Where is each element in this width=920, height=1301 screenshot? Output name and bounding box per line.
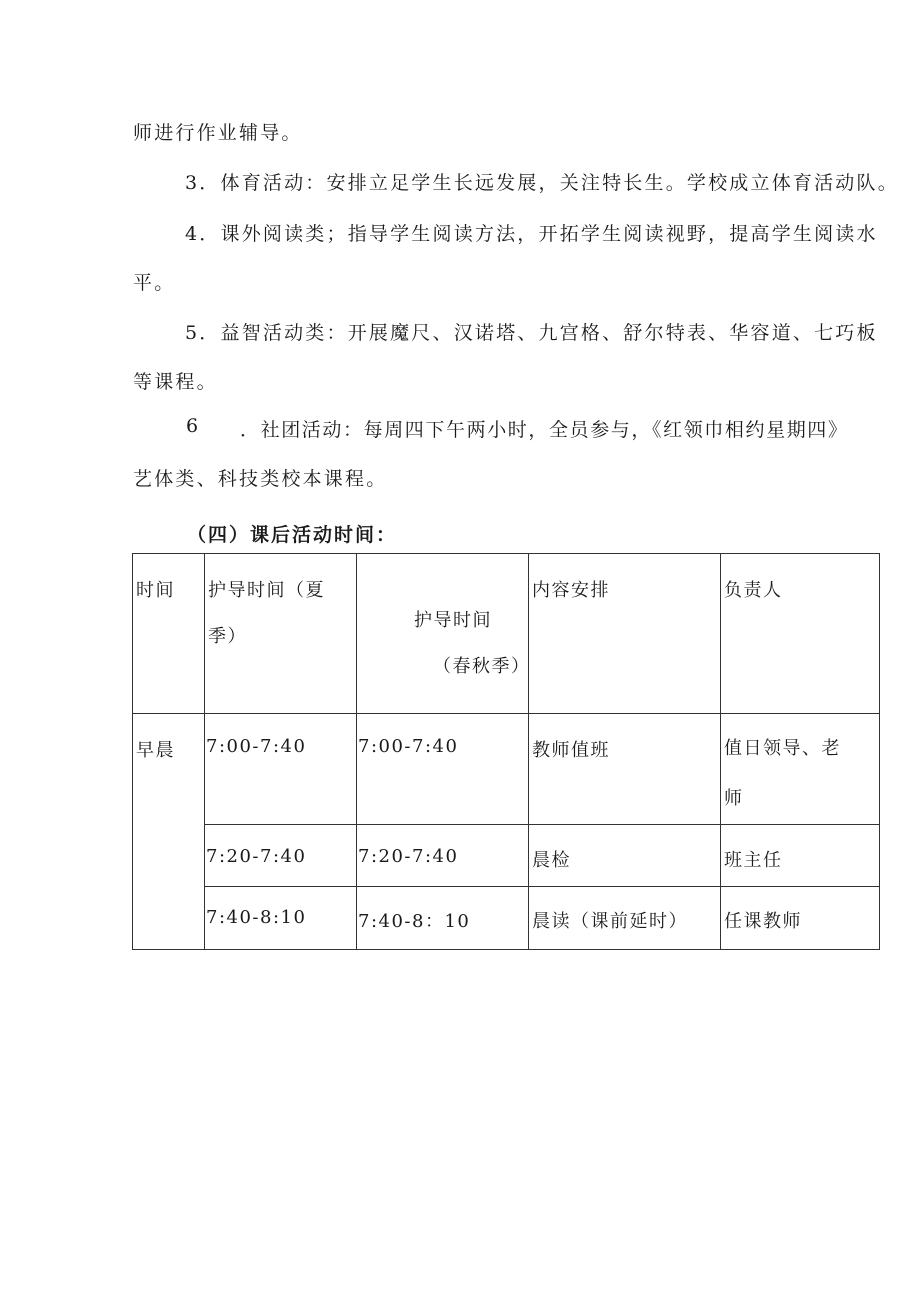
- header-cell: [529, 554, 721, 714]
- section-heading: （四）课后活动时间：: [187, 524, 398, 546]
- table-row: [133, 887, 880, 950]
- header-cell: [205, 554, 357, 714]
- summer-time: 7:00-7:40: [206, 736, 307, 757]
- paragraph-club-number: 6: [186, 415, 201, 437]
- paragraph-line: 艺体类、科技类校本课程。: [133, 468, 388, 490]
- header-summer-line2: 季）: [208, 626, 247, 647]
- header-cell: [357, 554, 529, 714]
- paragraph-club: ．社团活动：每周四下午两小时，全员参与，《红领巾相约星期四》: [240, 419, 849, 441]
- owner-text-line2: 师: [724, 788, 744, 809]
- table-cell: [529, 825, 721, 887]
- table-cell: [357, 825, 529, 887]
- spring-time: 7:00-7:40: [358, 736, 459, 757]
- header-owner: 负责人: [724, 580, 783, 601]
- table-row: [133, 714, 880, 825]
- owner-text-line1: 值日领导、老: [724, 738, 841, 759]
- period-label: 早晨: [136, 740, 175, 761]
- table-cell: [529, 714, 721, 825]
- header-content: 内容安排: [532, 580, 610, 601]
- header-spring-line2: （春秋季）: [433, 656, 531, 677]
- header-cell: [721, 554, 880, 714]
- table-cell: [721, 887, 880, 950]
- table-cell: [357, 887, 529, 950]
- paragraph-line: 等课程。: [133, 371, 218, 393]
- content-text: 晨检: [532, 850, 571, 871]
- table-cell: [529, 887, 721, 950]
- paragraph-reading: 4．课外阅读类；指导学生阅读方法，开拓学生阅读视野，提高学生阅读水: [185, 223, 878, 245]
- header-time: 时间: [136, 580, 175, 601]
- owner-text: 班主任: [724, 850, 783, 871]
- owner-text: 任课教师: [724, 911, 802, 932]
- content-text: 教师值班: [532, 740, 610, 761]
- summer-time: 7:40-8:10: [206, 907, 307, 928]
- paragraph-puzzle: 5．益智活动类：开展魔尺、汉诺塔、九宫格、舒尔特表、华容道、七巧板: [185, 322, 878, 344]
- table-cell: [721, 714, 880, 825]
- schedule-table: [132, 553, 880, 950]
- table-cell: [357, 714, 529, 825]
- header-summer-line1: 护导时间（夏: [208, 580, 325, 601]
- table-cell: [205, 714, 357, 825]
- spring-time: 7:20-7:40: [358, 846, 459, 867]
- header-spring-line1: 护导时间: [414, 610, 492, 631]
- spring-time: 7:40-8：10: [358, 911, 471, 932]
- summer-time: 7:20-7:40: [206, 846, 307, 867]
- table-cell: [205, 825, 357, 887]
- table-cell: [721, 825, 880, 887]
- table-header-row: [133, 554, 880, 714]
- table-cell: [205, 887, 357, 950]
- period-cell: [133, 714, 205, 950]
- paragraph-line: 师进行作业辅导。: [133, 122, 303, 144]
- paragraph-sports: 3．体育活动：安排立足学生长远发展，关注特长生。学校成立体育活动队。: [185, 172, 899, 194]
- table-row: [133, 825, 880, 887]
- header-cell: [133, 554, 205, 714]
- paragraph-line: 平。: [133, 272, 176, 294]
- content-text: 晨读（课前延时）: [532, 911, 688, 932]
